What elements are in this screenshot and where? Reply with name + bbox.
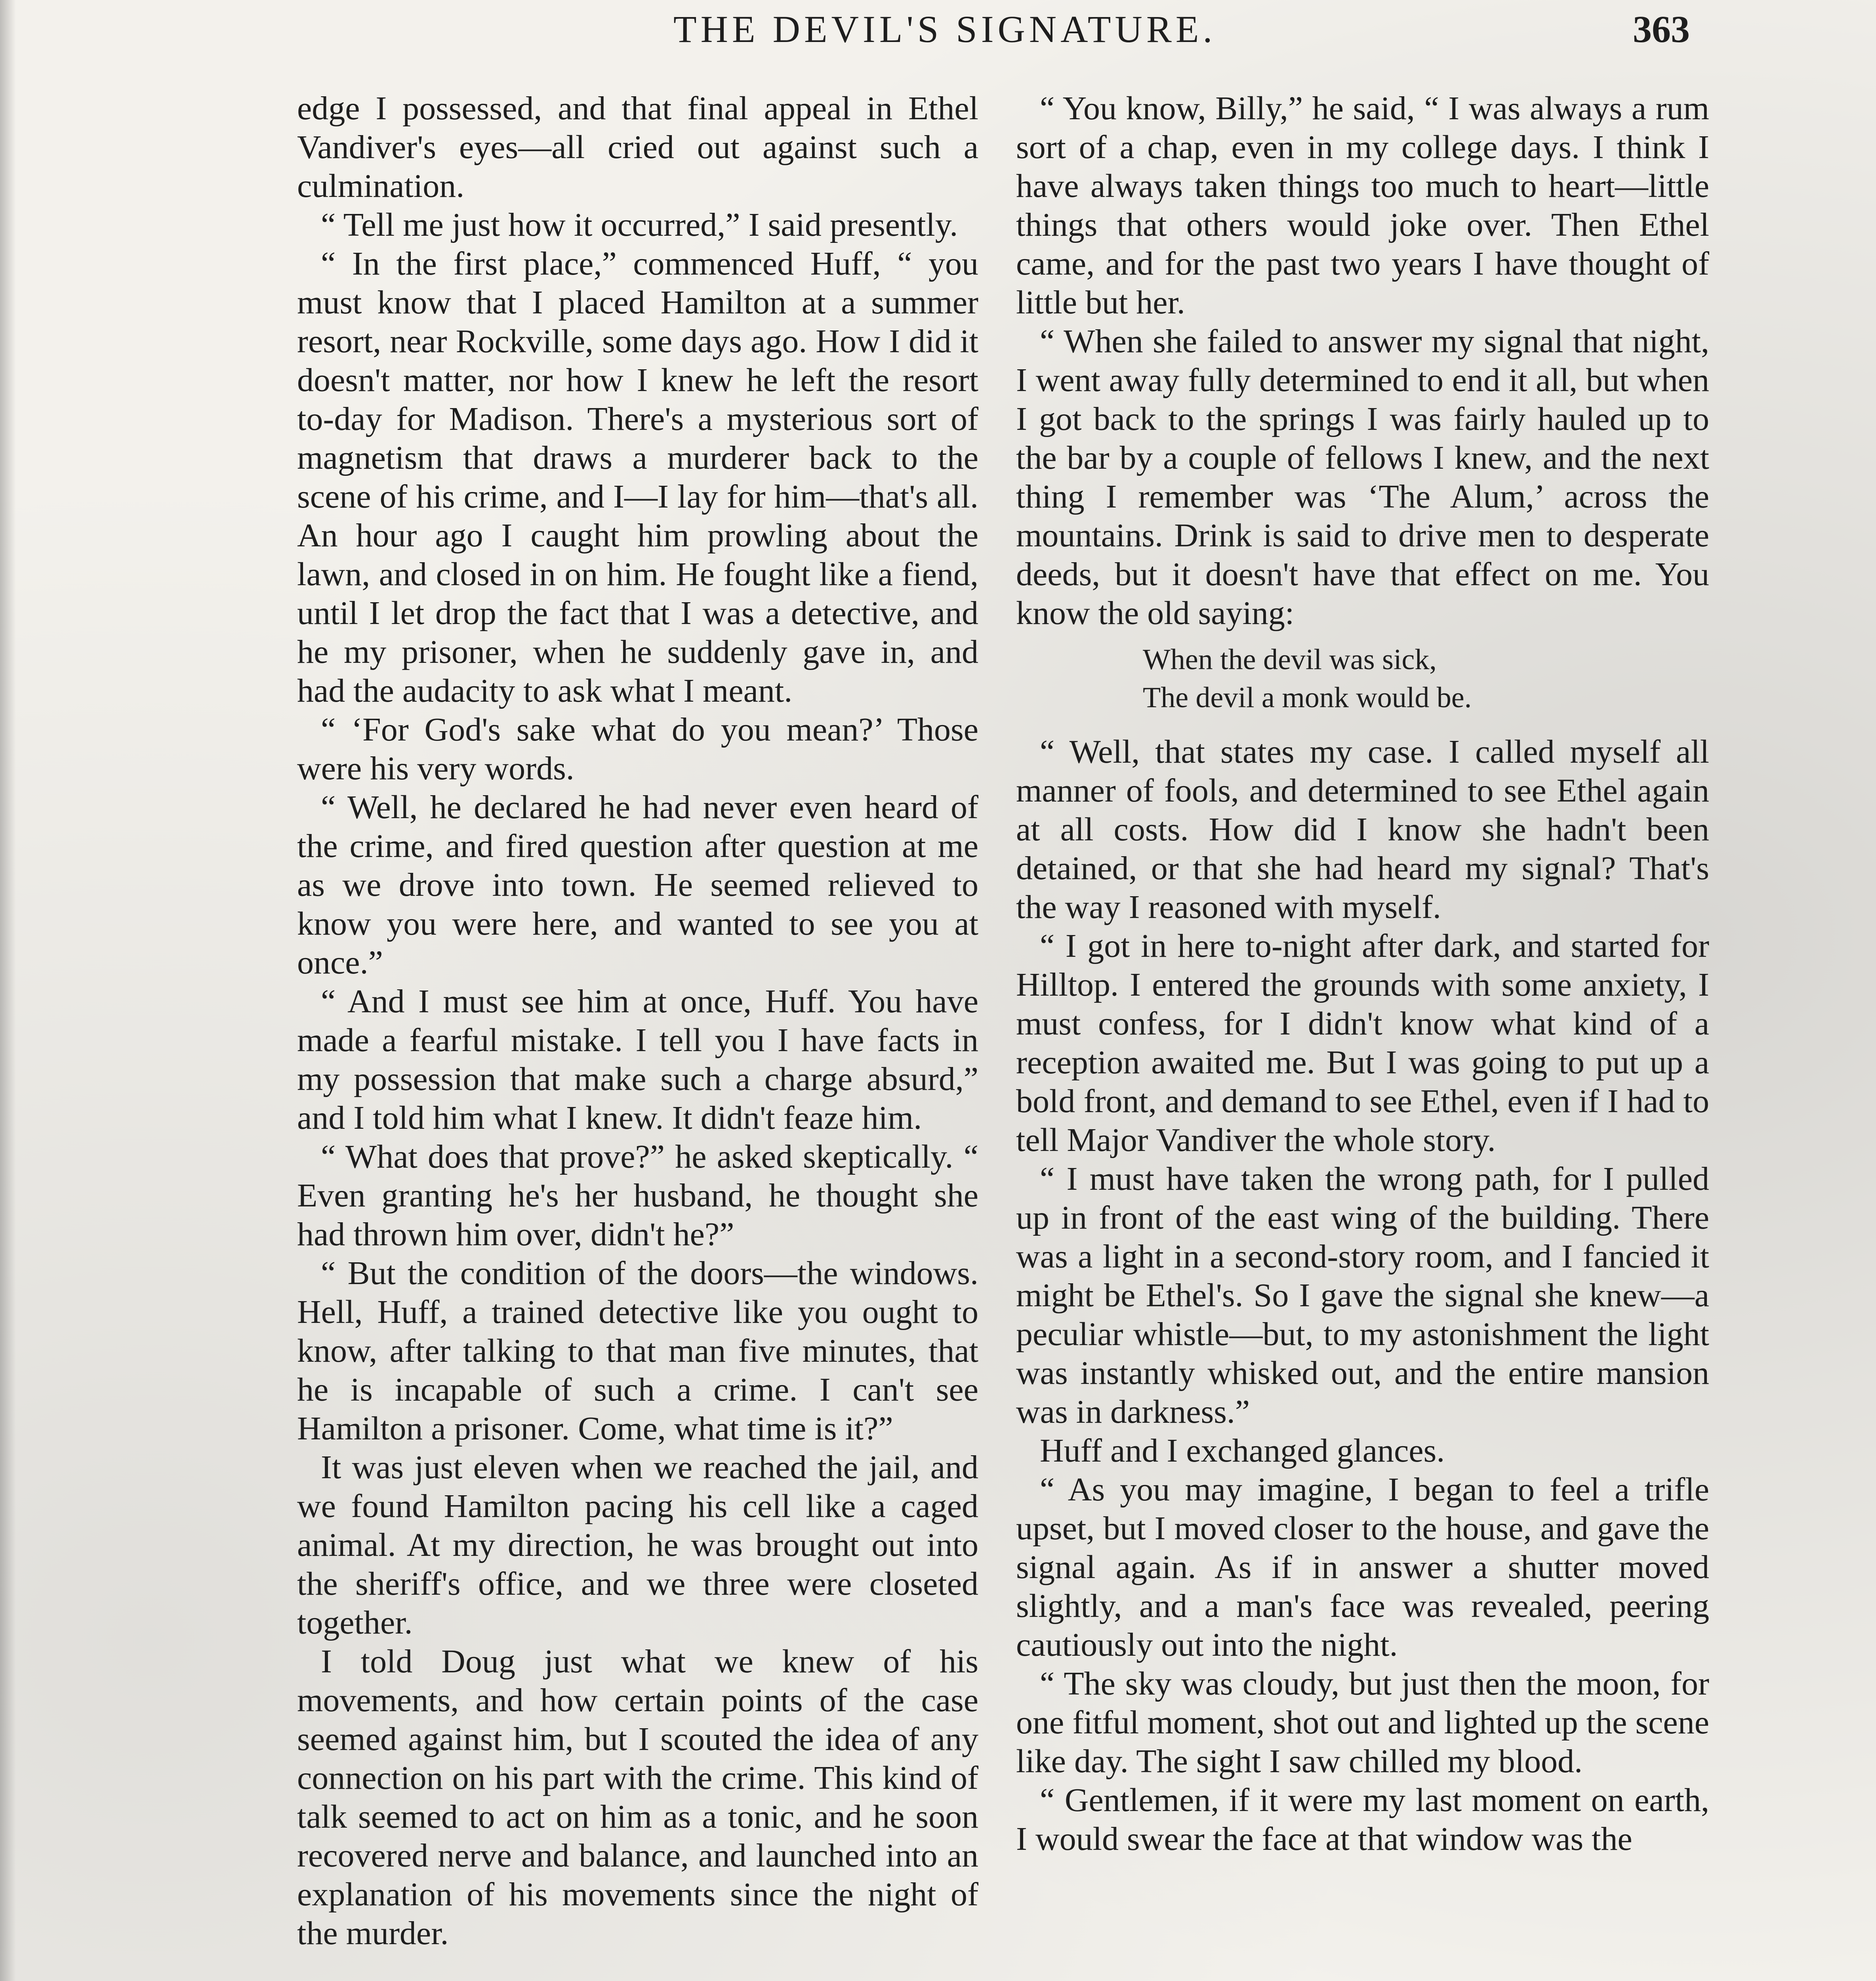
paragraph: “ What does that prove?” he asked skeptically. “ Even granting he's her husband, he thought she had thrown him over, didn't he?” (297, 1138, 978, 1253)
right-column (1016, 89, 1709, 1859)
paragraph: “ ‘For God's sake what do you mean?’ Those were his very words. (297, 711, 978, 787)
paragraph: edge I possessed, and that final appeal in Ethel Vandiver's eyes—all cried out against such a culmination. (297, 90, 978, 204)
paragraph: “ When she failed to answer my signal that night, I went away fully determined to end it all, but when I got back to the springs I was fairly hauled up to the bar by a couple of fellows I knew, and the next thing I remember was ‘The Alum,’ across the mountains. Drink is said to drive men to desperate deeds, but it doesn't have that effect on me. You know the old saying: (1016, 323, 1709, 632)
paragraph: “ But the condition of the doors—the windows. Hell, Huff, a trained detective like you ought to know, after talking to that man five minutes, that he is incapable of such a crime. I can't see Hamilton a prisoner. Come, what time is it?” (297, 1255, 978, 1447)
paragraph: “ In the first place,” commenced Huff, “ you must know that I placed Hamilton at a summer resort, near Rockville, some days ago. How I did it doesn't matter, nor how I knew he left the resort to-day for Madison. There's a mysterious sort of magnetism that draws a murderer back to the scene of his crime, and I—I lay for him—that's all. An hour ago I caught him prowling about the lawn, and closed in on him. He fought like a fiend, until I let drop the fact that I was a detective, and he my prisoner, when he suddenly gave in, and had the audacity to ask what I meant. (297, 245, 978, 709)
paragraph: I told Doug just what we knew of his movements, and how certain points of the case seemed against him, but I scouted the idea of any connection on his part with the crime. This kind of talk seemed to act on him as a tonic, and he soon recovered nerve and balance, and launched into an explanation of his movements since the night of the murder. (297, 1643, 978, 1952)
paragraph: “ And I must see him at once, Huff. You have made a fearful mistake. I tell you I have facts in my possession that make such a charge absurd,” and I told him what I knew. It didn't feaze him. (297, 983, 978, 1136)
paragraph: “ Well, he declared he had never even heard of the crime, and fired question after question at me as we drove into town. He seemed relieved to know you were here, and wanted to see you at once.” (297, 789, 978, 981)
paragraph: “ Tell me just how it occurred,” I said presently. (321, 206, 958, 243)
verse-line: When the devil was sick, (1143, 643, 1437, 676)
scan-shadow-edge (0, 0, 16, 1981)
paragraph: “ The sky was cloudy, but just then the moon, for one fitful moment, shot out and lighted up the scene like day. The sight I saw chilled my blood. (1016, 1665, 1709, 1780)
paragraph: “ I must have taken the wrong path, for I pulled up in front of the east wing of the building. There was a light in a second-story room, and I fancied it might be Ethel's. So I gave the signal she knew—a peculiar whistle—but, to my astonishment the light was instantly whisked out, and the entire mansion was in darkness.” (1016, 1160, 1709, 1430)
paragraph: “ Gentlemen, if it were my last moment on earth, I would swear the face at that window was the (1016, 1782, 1709, 1857)
paragraph: “ As you may imagine, I began to feel a trifle upset, but I moved closer to the house, and gave the signal again. As if in answer a shutter moved slightly, and a man's face was revealed, peering cautiously out into the night. (1016, 1471, 1709, 1663)
running-head: THE DEVIL'S SIGNATURE. (673, 8, 1216, 50)
verse-quote (1143, 641, 1709, 717)
paragraph: It was just eleven when we reached the jail, and we found Hamilton pacing his cell like a caged animal. At my direction, he was brought out into the sheriff's office, and we three were closeted together. (297, 1449, 978, 1641)
paragraph: “ I got in here to-night after dark, and started for Hilltop. I entered the grounds with some anxiety, I must confess, for I didn't know what kind of a reception awaited me. But I was going to put up a bold front, and demand to see Ethel, even if I had to tell Major Vandiver the whole story. (1016, 928, 1709, 1158)
paragraph: “ You know, Billy,” he said, “ I was always a rum sort of a chap, even in my college days. I think I have always taken things too much to heart—little things that others would joke over. Then Ethel came, and for the past two years I have thought of little but her. (1016, 90, 1709, 321)
left-column (297, 89, 978, 1953)
paragraph: “ Well, that states my case. I called myself all manner of fools, and determined to see Ethel again at all costs. How did I know she hadn't been detained, or that she had heard my signal? That's the way I reasoned with myself. (1016, 733, 1709, 926)
paragraph: Huff and I exchanged glances. (1040, 1432, 1445, 1469)
page-number: 363 (1633, 8, 1690, 50)
verse-line: The devil a monk would be. (1143, 681, 1472, 714)
